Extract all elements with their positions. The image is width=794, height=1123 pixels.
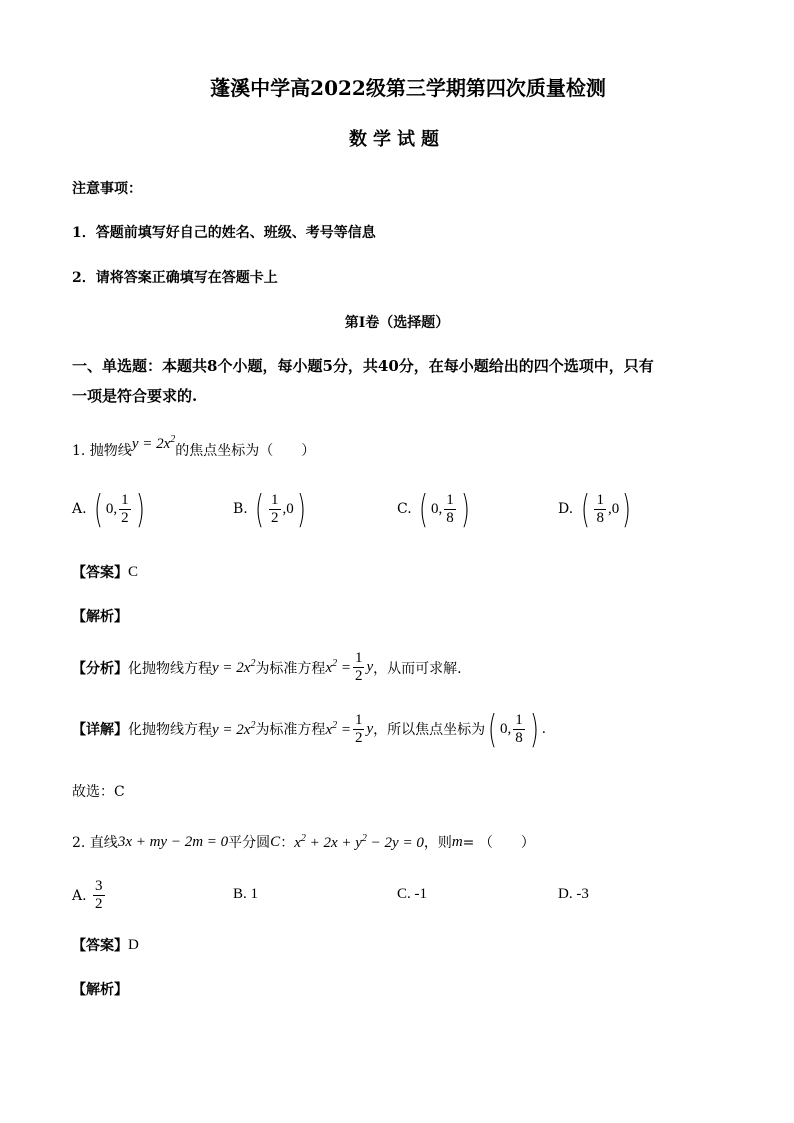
text: 化抛物线方程: [128, 722, 212, 738]
answer-value: C: [128, 563, 139, 580]
option-d[interactable]: D. ( $\frac{1}{8}$ ,0 ): [558, 487, 632, 531]
question-1: [72, 433, 316, 460]
question-text: 2. 直线: [72, 835, 118, 851]
answer-line: [72, 935, 139, 955]
equation: $x^2$ =: [325, 719, 351, 738]
fraction: $\frac{1}{2}$: [121, 491, 129, 526]
analysis-tag: 【解析】: [72, 609, 128, 625]
xiangjie-tag: 【详解】: [72, 722, 128, 738]
text: ，所以焦点坐标为: [373, 722, 486, 738]
volume-heading: 第I卷（选择题）: [344, 315, 450, 331]
equation: m: [451, 833, 463, 850]
option-c[interactable]: C. ( 0, $\frac{1}{8}$ ): [397, 487, 470, 531]
question-text: 1. 抛物线: [72, 443, 132, 459]
option-b[interactable]: B. ( $\frac{1}{2}$ ,0 ): [233, 487, 306, 531]
fraction: $\frac{1}{2}$: [354, 711, 363, 746]
text: ，则: [423, 835, 452, 851]
equation: $y = 2x^2$: [212, 658, 256, 676]
option-value: -3: [576, 886, 589, 902]
option-label: A.: [72, 501, 87, 517]
option-label: A.: [72, 887, 87, 904]
option-value: ,0: [282, 500, 294, 517]
text: 为标准方程: [255, 722, 326, 738]
question-2: [72, 832, 535, 852]
section-heading-cont: 一项是符合要求的.: [72, 387, 198, 405]
equation: y: [366, 720, 374, 737]
equation: $y = 2x^2$: [212, 719, 256, 738]
exam-subtitle: 数学试题: [349, 129, 445, 150]
option-label: D.: [558, 886, 573, 902]
exam-title: 蓬溪中学高2022级第三学期第四次质量检测: [210, 76, 606, 100]
option-value: -1: [414, 886, 428, 902]
section-heading: 一、单选题：本题共8个小题，每小题5分，共40分，在每小题给出的四个选项中，只有: [72, 357, 654, 375]
analysis-tag: 【解析】: [72, 982, 128, 998]
question-text: 的焦点坐标为（ ）: [175, 443, 316, 459]
option-value: 0,: [105, 500, 118, 517]
text: .: [541, 721, 547, 737]
answer-tag: 【答案】: [72, 565, 128, 581]
answer-value: D: [128, 936, 139, 953]
fraction: $\frac{1}{2}$: [271, 491, 279, 526]
option-d[interactable]: [558, 886, 589, 903]
option-label: C.: [397, 886, 411, 902]
fraction: $\frac{3}{2}$: [95, 878, 103, 912]
fraction: $\frac{1}{2}$: [354, 650, 363, 684]
answer-line: [72, 562, 138, 582]
option-label: C.: [397, 501, 412, 517]
equation: $x^2$ =: [325, 658, 351, 676]
text: = （ ）: [462, 835, 535, 851]
fenxi-line: [72, 650, 462, 685]
fraction: $\frac{1}{8}$: [446, 491, 454, 526]
fraction: $\frac{1}{8}$: [515, 711, 523, 746]
equation: y: [366, 659, 374, 675]
option-label: B.: [233, 886, 247, 902]
fenxi-tag: 【分析】: [72, 660, 128, 677]
text: 为标准方程: [255, 660, 326, 677]
option-c[interactable]: [397, 886, 427, 903]
option-a[interactable]: [72, 878, 107, 913]
point: 0,: [499, 720, 512, 737]
option-label: B.: [233, 501, 248, 517]
xiangjie-line: 【详解】 化抛物线方程 $y = 2x^2$ 为标准方程 $x^2$ = $\frac{1}{2}$ y ，所以焦点坐标为 ( 0, $\frac{1}{8}$ ) .: [72, 707, 547, 751]
equation: $y = 2x^2$: [131, 433, 176, 452]
option-label: D.: [558, 501, 574, 517]
equation: 3x + my − 2m = 0: [117, 833, 229, 850]
conclusion: 故选：C: [72, 784, 125, 800]
text: ：: [280, 835, 295, 851]
equation: $x^2 + 2x + y^2 - 2y = 0$: [294, 832, 424, 851]
option-value: 1: [250, 886, 259, 902]
answer-tag: 【答案】: [72, 938, 128, 954]
fraction: $\frac{1}{8}$: [596, 491, 604, 526]
equation: C: [270, 833, 281, 850]
text: 化抛物线方程: [128, 660, 212, 677]
notice-item: 1．答题前填写好自己的姓名、班级、考号等信息: [72, 225, 376, 241]
option-a[interactable]: A. ( 0, $\frac{1}{2}$ ): [72, 487, 145, 531]
text: ，从而可求解.: [373, 660, 462, 677]
option-b[interactable]: [233, 886, 258, 903]
notice-item: 2．请将答案正确填写在答题卡上: [72, 270, 278, 286]
notice-heading: 注意事项：: [72, 181, 142, 197]
question-text: 平分圆: [228, 835, 271, 851]
option-value: 0,: [430, 500, 443, 517]
option-value: ,0: [607, 500, 620, 517]
